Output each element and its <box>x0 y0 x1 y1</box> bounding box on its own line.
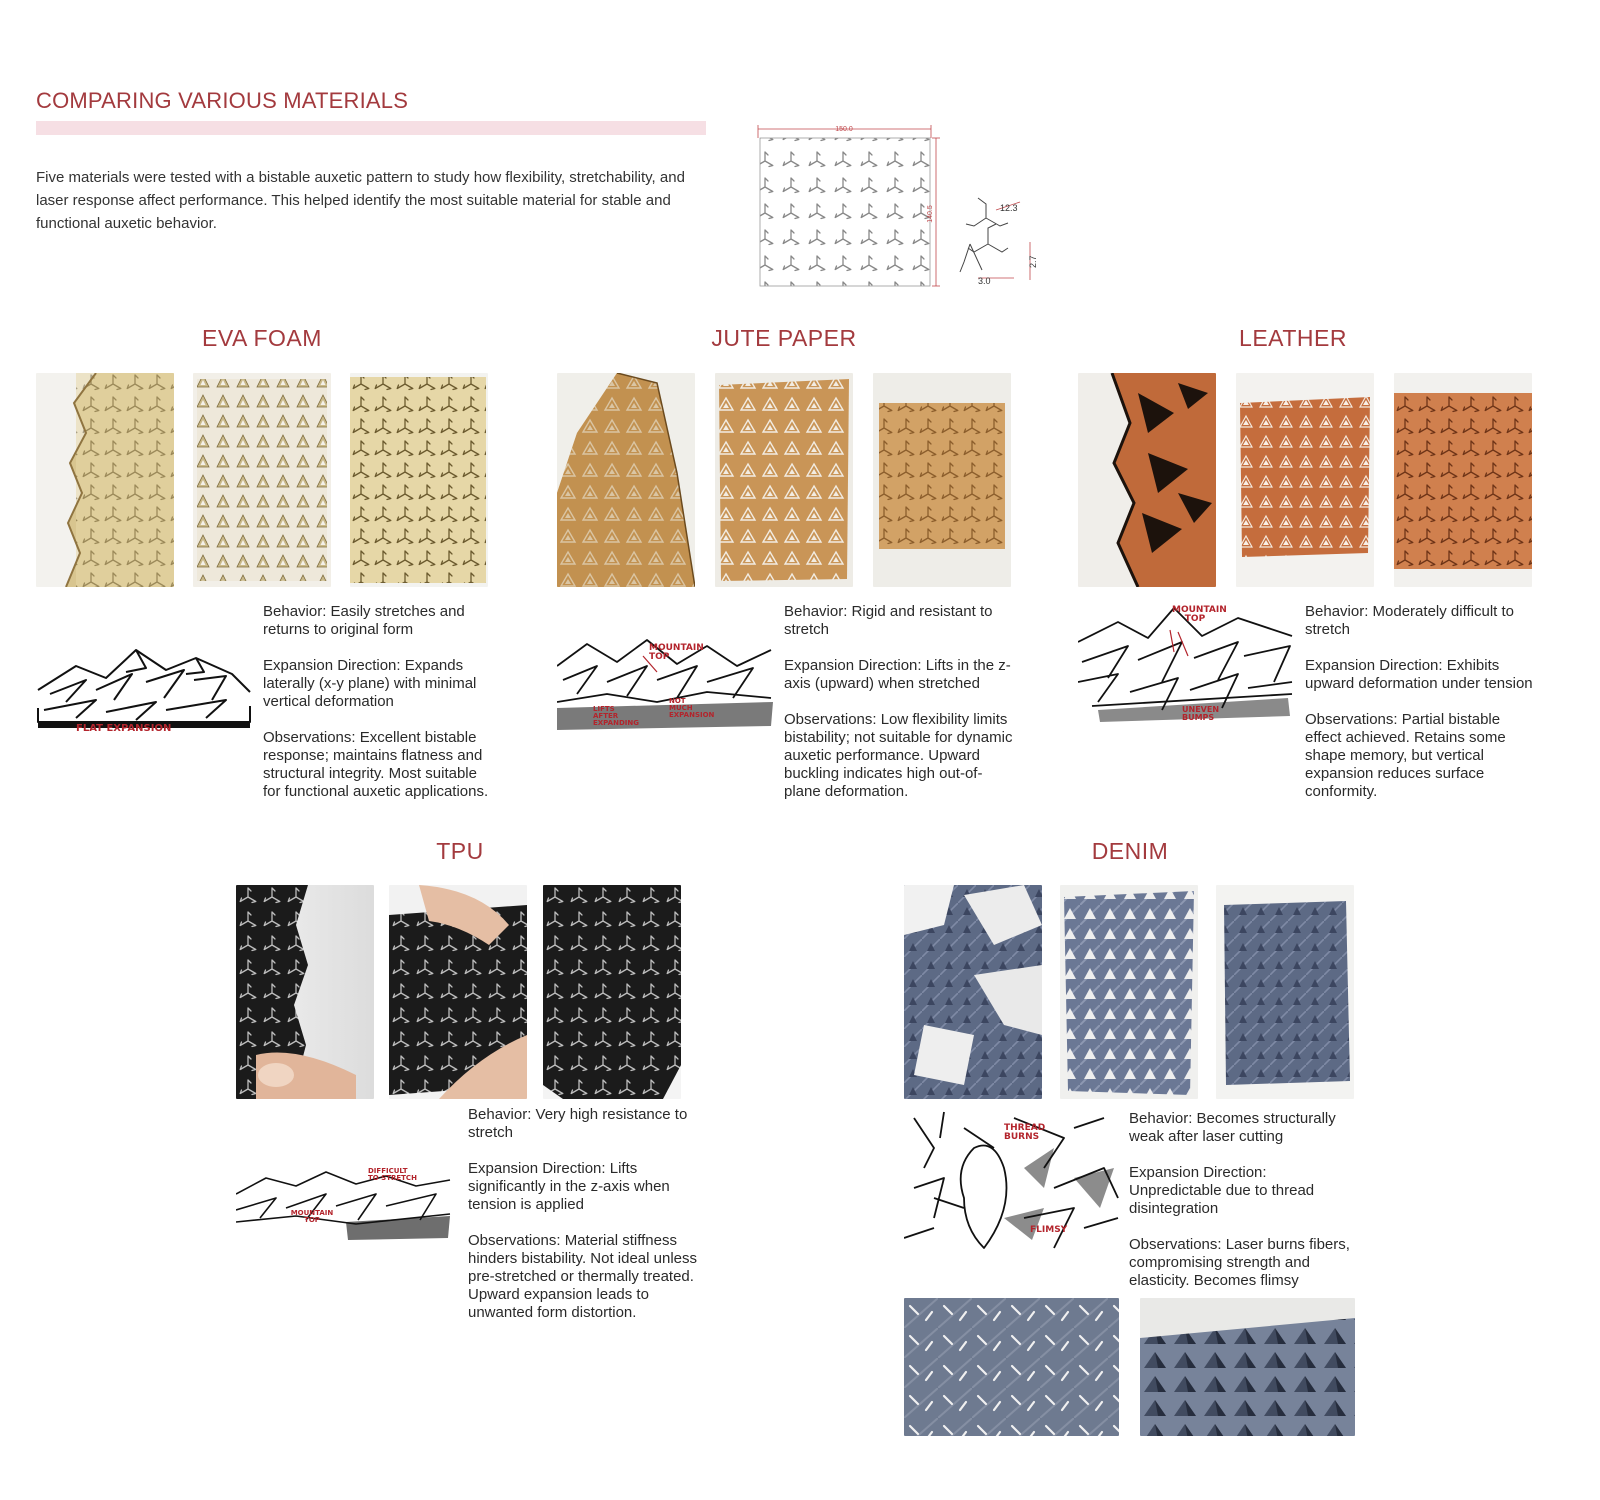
denim-sketch-annotation-flimsy: FLIMSY <box>1030 1225 1068 1235</box>
tpu-description <box>468 1106 700 1340</box>
tpu-stretched-photo <box>389 885 527 1099</box>
title-underline <box>36 121 706 135</box>
height-dimension-label: 140.5 <box>927 205 934 223</box>
denim-stretched-photo <box>1060 885 1198 1099</box>
motif-width-dimension: 3.0 <box>978 276 991 286</box>
motif-arm-dimension: 12.3 <box>1000 203 1018 213</box>
eva-foam-sketch <box>36 630 252 740</box>
leather-side-photo <box>1078 373 1216 587</box>
tpu-sketch-annotation-top: MOUNTAIN TOP <box>290 1209 334 1224</box>
tpu-side-photo <box>236 885 374 1099</box>
jute-sketch-annotation-top: MOUNTAIN TOP <box>649 643 704 662</box>
leather-expansion: Expansion Direction: Exhibits upward deformation under tension <box>1305 657 1533 692</box>
eva-foam-observations: Observations: Excellent bistable response; maintains flatness and structural integrity. Most suitable for functional auxetic applications. <box>263 729 489 800</box>
tpu-expansion: Expansion Direction: Lifts significantly in the z-axis when tension is applied <box>468 1160 670 1213</box>
denim-expansion: Expansion Direction: Unpredictable due to thread disintegration <box>1129 1164 1315 1217</box>
denim-description <box>1129 1110 1361 1308</box>
leather-title: LEATHER <box>1239 325 1347 351</box>
eva-foam-stretched-photo <box>193 373 331 587</box>
denim-observations: Observations: Laser burns fibers, compromising strength and elasticity. Becomes flimsy <box>1129 1236 1350 1289</box>
eva-foam-title: EVA FOAM <box>202 325 322 351</box>
jute-paper-observations: Observations: Low flexibility limits bistability; not suitable for dynamic auxetic performance. Upward buckling indicates high out-of-plane deformation. <box>784 711 1013 800</box>
jute-sketch-annotation-expansion: NOT MUCH EXPANSION <box>669 697 715 719</box>
jute-paper-side-photo <box>557 373 695 587</box>
leather-flat-photo <box>1394 373 1532 587</box>
leather-description <box>1305 603 1537 819</box>
jute-paper-sketch <box>557 636 773 736</box>
jute-paper-description <box>784 603 1016 819</box>
denim-raised-detail-photo <box>1140 1298 1355 1436</box>
leather-stretched-photo <box>1236 373 1374 587</box>
denim-slit-detail-photo <box>904 1298 1119 1436</box>
motif-height-dimension: 2.7 <box>1028 255 1038 268</box>
eva-foam-flat-photo <box>350 373 488 587</box>
denim-sketch-annotation-threads: THREAD BURNS <box>1004 1123 1046 1142</box>
denim-flat-photo <box>1216 885 1354 1099</box>
jute-paper-stretched-photo <box>715 373 853 587</box>
tpu-observations: Observations: Material stiffness hinders bistability. Not ideal unless pre-stretched or thermally treated. Upward expansion leads to unwanted form distortion. <box>468 1232 698 1321</box>
pattern-dimension-diagram <box>752 122 1052 294</box>
eva-foam-behavior: Behavior: Easily stretches and returns to original form <box>263 603 465 638</box>
tpu-behavior: Behavior: Very high resistance to stretch <box>468 1106 688 1141</box>
leather-sketch <box>1078 602 1294 726</box>
width-dimension-label: 150.0 <box>835 126 853 133</box>
leather-behavior: Behavior: Moderately difficult to stretch <box>1305 603 1514 638</box>
jute-paper-title: JUTE PAPER <box>711 325 857 351</box>
eva-foam-sketch-annotation: FLAT EXPANSION <box>76 723 172 734</box>
leather-sketch-annotation-bumps: UNEVEN BUMPS <box>1182 705 1220 722</box>
denim-title: DENIM <box>1091 838 1169 864</box>
tpu-sketch <box>236 1164 452 1246</box>
denim-sketch <box>904 1108 1120 1250</box>
intro-text: Five materials were tested with a bistable auxetic pattern to study how flexibility, stretchability, and laser response affect performance. This helped identify the most suitable material for stable and functional auxetic behavior. <box>36 169 685 232</box>
jute-paper-flat-photo <box>873 373 1011 587</box>
jute-paper-behavior: Behavior: Rigid and resistant to stretch <box>784 603 993 638</box>
page-title: COMPARING VARIOUS MATERIALS <box>36 88 409 113</box>
denim-behavior: Behavior: Becomes structurally weak after laser cutting <box>1129 1110 1336 1145</box>
eva-foam-expansion: Expansion Direction: Expands laterally (x-y plane) with minimal vertical deformation <box>263 657 477 710</box>
eva-foam-description <box>263 603 493 819</box>
leather-observations: Observations: Partial bistable effect achieved. Retains some shape memory, but vertical expansion reduces surface conformity. <box>1305 711 1506 800</box>
jute-sketch-annotation-lifts: LIFTS AFTER EXPANDING <box>593 705 639 727</box>
tpu-sketch-annotation-difficult: DIFFICULT TO STRETCH <box>368 1167 417 1182</box>
denim-closeup-photo <box>904 885 1042 1099</box>
leather-sketch-annotation-top: MOUNTAIN TOP <box>1172 605 1227 624</box>
jute-paper-expansion: Expansion Direction: Lifts in the z-axis (upward) when stretched <box>784 657 1011 692</box>
eva-foam-side-photo <box>36 373 174 587</box>
tpu-title: TPU <box>436 838 484 864</box>
tpu-flat-photo <box>543 885 681 1099</box>
